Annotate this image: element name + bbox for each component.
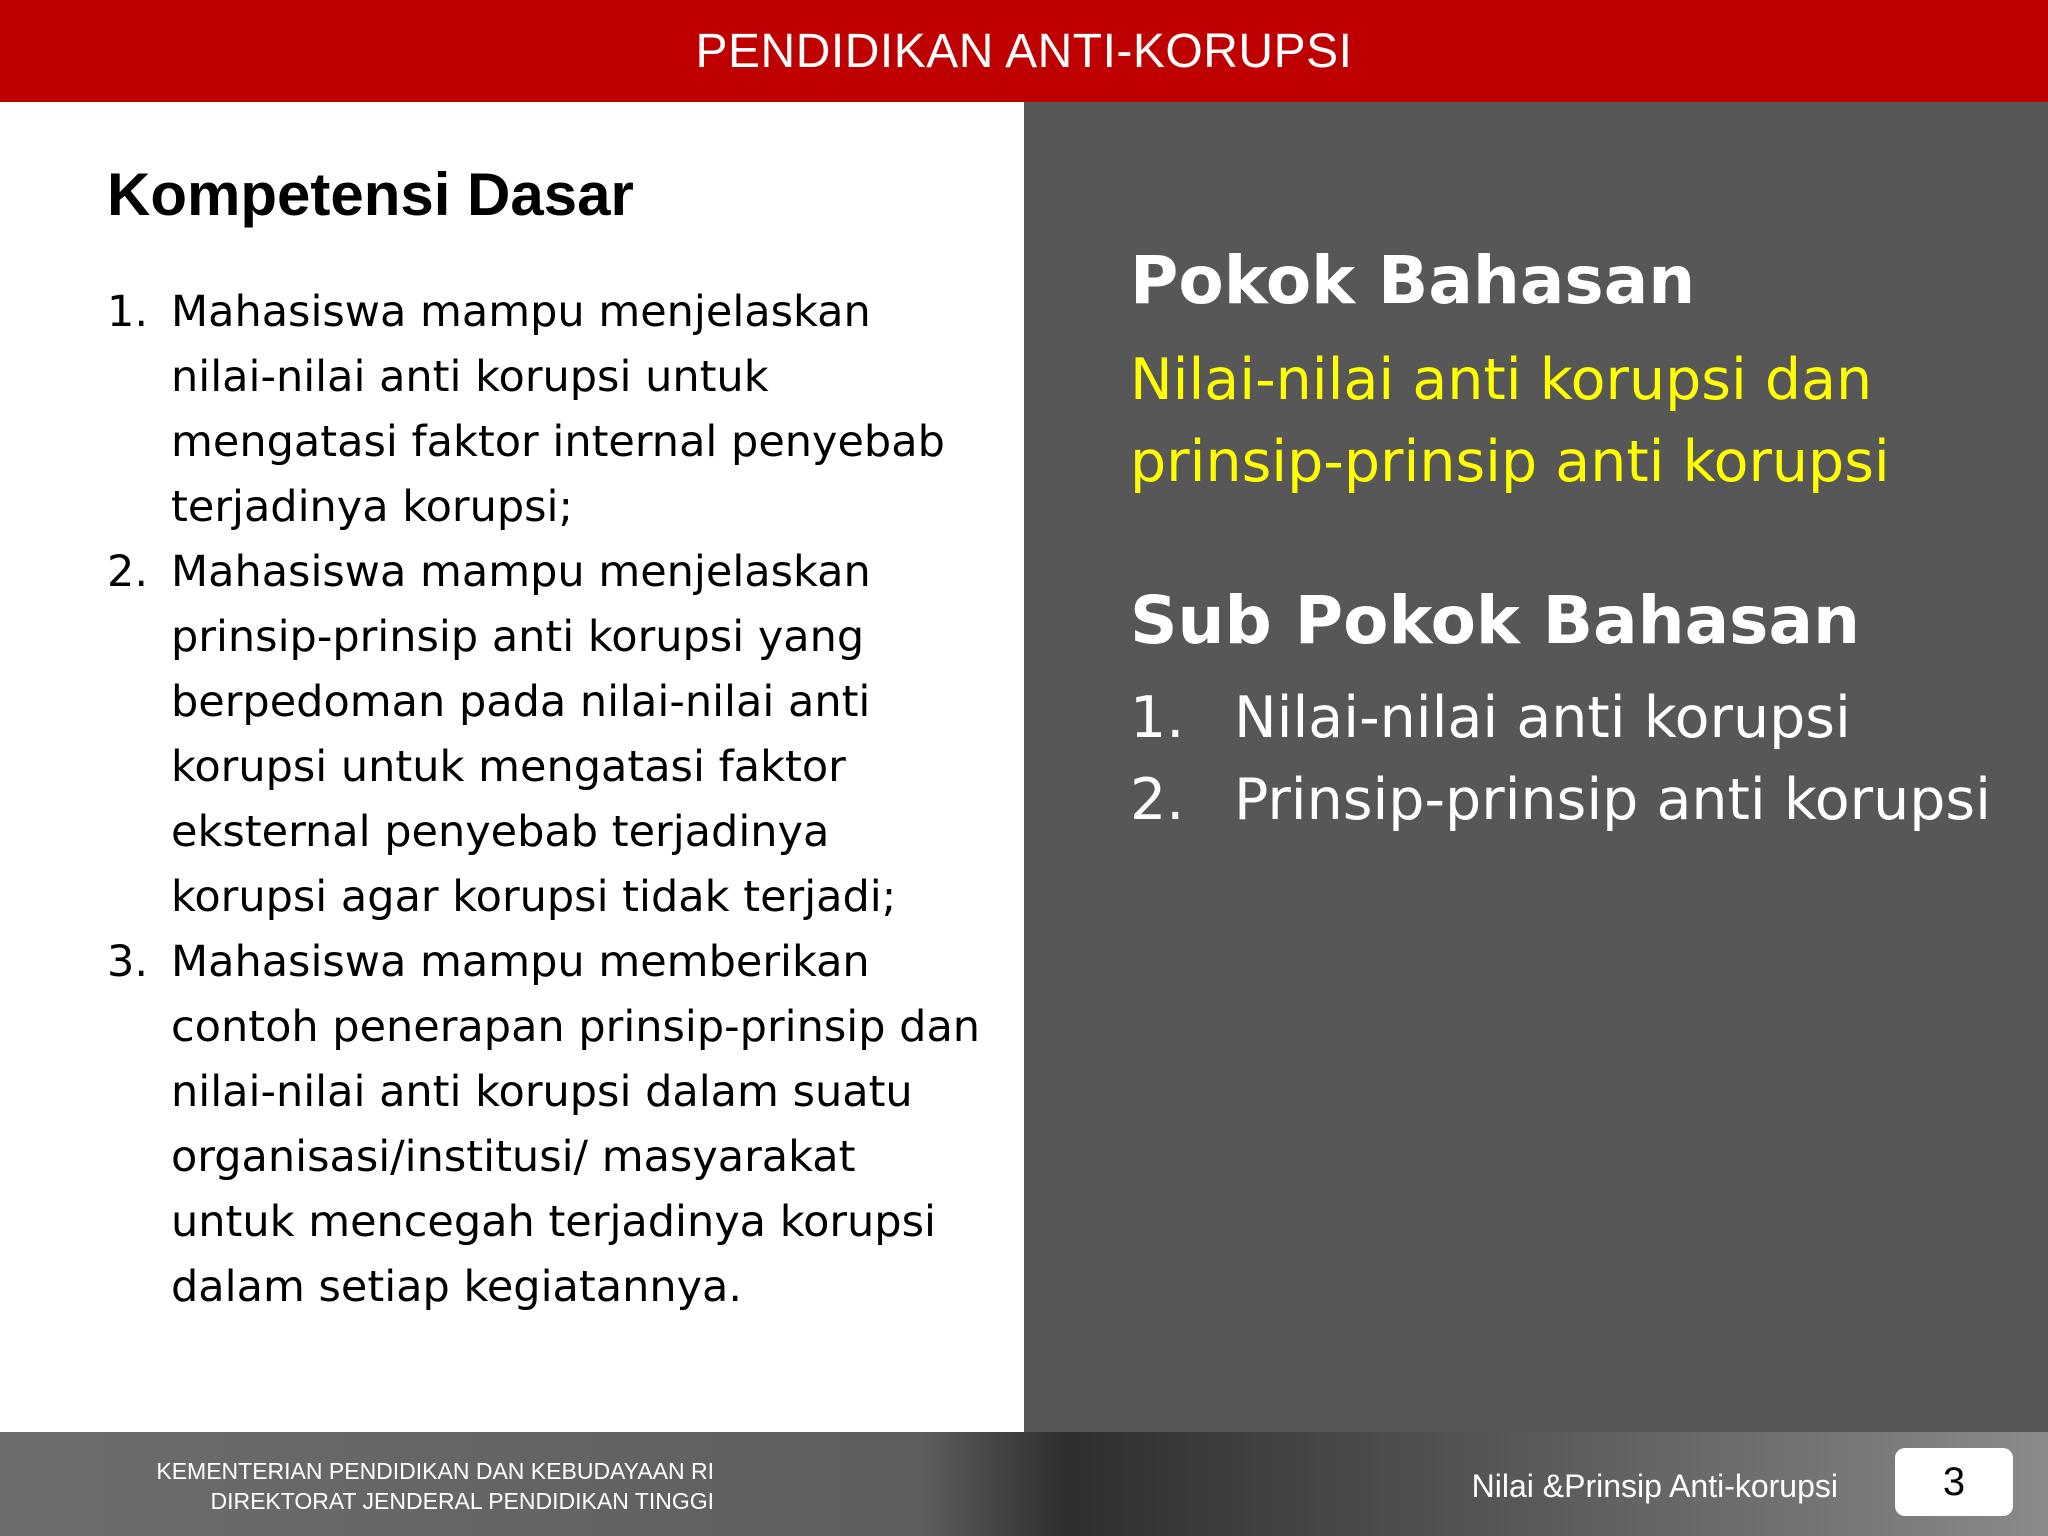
list-item-text: Prinsip-prinsip anti korupsi — [1234, 767, 1991, 833]
list-item-number: 2. — [107, 547, 149, 597]
list-item — [1130, 677, 2030, 759]
list-item-text: Nilai-nilai anti korupsi — [1234, 685, 1851, 751]
kompetensi-dasar-panel — [0, 102, 1024, 1432]
pokok-bahasan-panel — [1024, 102, 2048, 1432]
list-item-text: Mahasiswa mampu menjelaskan prinsip-prinsip anti korupsi yang berpedoman pada nilai-nilai anti korupsi untuk mengatasi faktor eksternal penyebab terjadinya korupsi agar korupsi tidak terjadi; — [171, 547, 897, 922]
footer-topic: Nilai &Prinsip Anti-korupsi — [1471, 1468, 1838, 1504]
kompetensi-dasar-list — [107, 280, 987, 1320]
list-item-number: 1. — [107, 287, 149, 337]
list-item-number: 3. — [107, 937, 149, 987]
footer-organization — [156, 1456, 714, 1516]
sub-pokok-bahasan-title: Sub Pokok Bahasan — [1130, 582, 1860, 659]
list-item — [1130, 759, 2030, 841]
list-item — [107, 280, 987, 540]
slide-footer — [0, 1432, 2048, 1536]
pokok-bahasan-text: Nilai-nilai anti korupsi dan prinsip-prinsip anti korupsi — [1130, 347, 1890, 495]
list-item-text: Mahasiswa mampu menjelaskan nilai-nilai anti korupsi untuk mengatasi faktor internal penyebab terjadinya korupsi; — [171, 287, 945, 532]
page-number-box — [1895, 1448, 2013, 1516]
kompetensi-dasar-title: Kompetensi Dasar — [107, 161, 634, 228]
page-number: 3 — [1942, 1459, 1966, 1504]
list-item — [107, 540, 987, 930]
footer-org-line1: KEMENTERIAN PENDIDIKAN DAN KEBUDAYAAN RI — [156, 1458, 714, 1484]
footer-org-line2: DIREKTORAT JENDERAL PENDIDIKAN TINGGI — [210, 1488, 714, 1514]
list-item-text: Mahasiswa mampu memberikan contoh penerapan prinsip-prinsip dan nilai-nilai anti korupsi dalam suatu organisasi/institusi/ masyarakat untuk mencegah terjadinya korupsi dalam setiap kegiatannya. — [171, 937, 981, 1312]
pokok-bahasan-title: Pokok Bahasan — [1130, 242, 1696, 319]
sub-pokok-bahasan-list — [1130, 677, 2030, 841]
header-title: PENDIDIKAN ANTI-KORUPSI — [695, 24, 1353, 78]
list-item — [107, 930, 987, 1320]
list-item-number: 1. — [1130, 685, 1185, 751]
slide-header — [0, 0, 2048, 102]
list-item-number: 2. — [1130, 767, 1185, 833]
